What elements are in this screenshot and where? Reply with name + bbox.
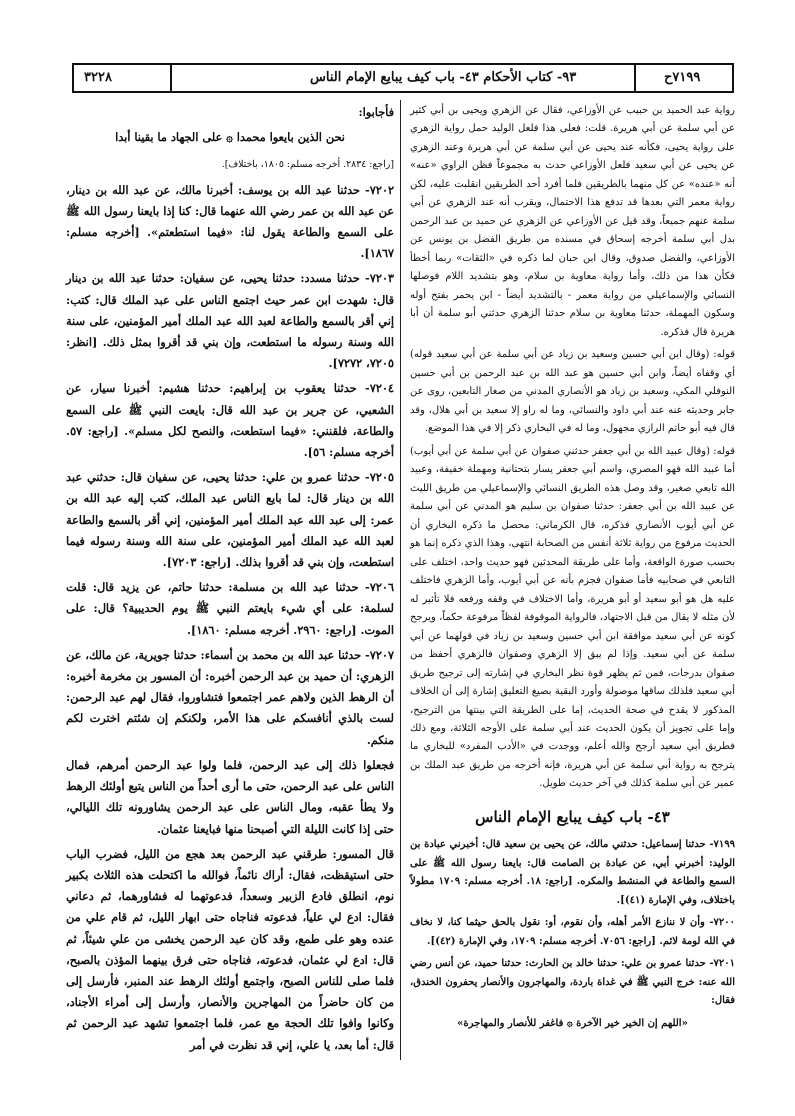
page-header xyxy=(72,63,734,93)
commentary-paragraph: قوله: (وقال عبيد الله بن أبي جعفر حدثني صفوان عن أبي سلمة عن أبي أيوب) أما عبيد الله فهو المصري، واسم أبي جعفر يسار بتحتانية ومهملة خفيفة، وعبيد الله تابعي صغير، وقد وصل هذه الطريق النسائي والإسماعيلي من طريق الليث عن عبيد الله بن أبي جعفر: حدثنا صفوان بن سليم هو المدني عن أبي سلمة عن أبي أيوب الأنصاري فذكره، قال الكرماني: محصل ما ذكره البخاري أن الحديث مرفوع من رواية ثلاثة أنفس من الصحابة انتهى، وهذا الذي ذكره إنما هو بحسب صورة الواقعة، وأما على طريقة المحدثين فهو حديث واحد، اختلف على التابعي في صحابيه فأما صفوان فجزم بأنه عن أبي أيوب، وأما الزهري فاختلف عليه هل هو أبو سعيد أو أبو هريرة، وأما الاختلاف في وقفه ورفعه فلا تأثير له لأن مثله لا يقال من قبل الاجتهاد، فالرواية الموقوفة لفظاً مرفوعة حكماً، ويرجح كونه عن أبي سعيد موافقة ابن أبي حسين وسعيد بن زياد في قولهما عن أبي سلمة عن أبي سعيد. وإذا لم يبق إلا الزهري وصفوان فالزهري أحفظ من صفوان بدرجات، فمن ثم يظهر قوة نظر البخاري في إشارته إلى ترجيح طريق أبي سعيد فلذلك ساقها موصولة وأورد البقية بصيغ التعليق إشارة إلى أن الخلاف المذكور لا يقدح في صحة الحديث، إما على الطريقة التي بينتها من الترجيح، وإما على تجويز أن يكون الحديث عند أبي سلمة على الأوجه الثلاثة، ومع ذلك فطريق أبي سعيد أرجح والله أعلم، ووجدت في «الأدب المفرد» للبخاري ما يترجح به رواية أبي سلمة عن أبي هريرة، فإنه أخرجه من طريق عبد الملك بن عمير عن أبي سلمة كذلك في آخر حديث طويل. xyxy=(410,445,735,790)
intro-text: فأجابوا: xyxy=(358,105,394,119)
hadith-text: ٧١٩٩- حدثنا إسماعيل: حدثني مالك، عن يحيى بن سعيد قال: أخبرني عبادة بن الوليد: أخبرني أبي، عن عبادة بن الصامت قال: بايعنا رسول الله ﷺ على السمع والطاعة في المنشط والمكره. [راجع: ١٨. أخرجه مسلم: ١٧٠٩ مطولاً باختلاف، وفي الإمارة (٤١)]. xyxy=(410,839,735,906)
header-title: ٩٣- كتاب الأحكام ٤٣- باب كيف يبايع الإمام الناس xyxy=(310,70,577,85)
hadith-text: ٧٢٠٠- وأن لا ننازع الأمر أهله، وأن نقوم، أو: نقول بالحق حيثما كنا، لا نخاف في الله لومة لائم. [راجع: ٧٠٥٦. أخرجه مسلم: ١٧٠٩، وفي الإمارة (٤٢)]. xyxy=(410,917,735,947)
hadith-text: فجعلوا ذلك إلى عبد الرحمن، فلما ولوا عبد الرحمن أمرهم، فمال الناس على عبد الرحمن، حتى ما أرى أحداً من الناس يتبع أولئك الرهط ولا يطأ عقبه، ومال الناس على عبد الرحمن يشاورونه تلك الليالي، حتى إذا كانت الليلة التي أصبحنا منها فبايعنا عثمان. xyxy=(66,757,394,836)
reference-note: [راجع: ٢٨٣٤. أخرجه مسلم: ١٨٠٥، باختلاف]. xyxy=(221,159,394,171)
hadith-text: ٧٢٠٧- حدثنا عبد الله بن محمد بن أسماء: حدثنا جويرية، عن مالك، عن الزهري: أن حميد بن عبد الرحمن أخبره: أن المسور بن مخرمة أخبره: أن الرهط الذين ولاهم عمر اجتمعوا فتشاوروا، فقال لهم عبد الرحمن: لست بالذي أنافسكم على هذا الأمر، ولكنكم إن شئتم اخترت لكم منكم. xyxy=(66,647,394,747)
hadith-text: ٧٢٠٤- حدثنا يعقوب بن إبراهيم: حدثنا هشيم: أخبرنا سيار، عن الشعبي، عن جرير بن عبد الله قال: بايعت النبي ﷺ على السمع والطاعة، فلقنني: «فيما استطعت، والنصح لكل مسلم». [راجع: ٥٧. أخرجه مسلم: ٥٦]. xyxy=(66,381,394,460)
header-hadith-number-right: ٧١٩٩ح xyxy=(664,70,701,85)
poem-verse: نحن الذين بايعوا محمدا ۞ على الجهاد ما بقينا أبدا xyxy=(115,130,345,145)
hadith-text: ٧٢٠٢- حدثنا عبد الله بن يوسف: أخبرنا مالك، عن عبد الله بن دينار، عن عبد الله بن عمر رضي الله عنهما قال: كنا إذا بايعنا رسول الله ﷺ على السمع والطاعة يقول لنا: «فيما استطعتم». [أخرجه مسلم: ١٨٦٧]. xyxy=(66,182,394,261)
column-divider xyxy=(400,100,401,1060)
hadith-text: ٧٢٠٣- حدثنا مسدد: حدثنا يحيى، عن سفيان: حدثنا عبد الله بن دينار قال: شهدت ابن عمر حيث اجتمع الناس على عبد الملك قال: كتب: إني أقر بالسمع والطاعة لعبد الله عبد الملك أمير المؤمنين، على سنة الله وسنة رسوله ما استطعت، وإن بني قد أقروا بمثل ذلك. [انظر: ٧٢٠٥، ٧٢٧٢]. xyxy=(66,271,394,371)
hadith-text: ٧٢٠٥- حدثنا عمرو بن علي: حدثنا يحيى، عن سفيان قال: حدثني عبد الله بن دينار قال: لما بايع الناس عبد الملك، كتب إليه عبد الله بن عمر: إلى عبد الله عبد الملك أمير المؤمنين، إني أقر بالسمع والطاعة لعبد الله عبد الملك أمير المؤمنين، على سنة الله وسنة رسوله فيما استطعت، وإن بني قد أقروا بذلك. [راجع: ٧٢٠٣]. xyxy=(66,470,394,570)
poem-verse: «اللهم إن الخير خير الآخرة ۞ فاغفر للأنصار والمهاجرة» xyxy=(457,1017,688,1029)
header-divider-right xyxy=(634,65,636,91)
left-column xyxy=(66,102,394,1060)
header-page-number-left: ٣٢٢٨ xyxy=(84,70,112,85)
header-divider-left xyxy=(170,65,172,91)
right-column xyxy=(410,102,735,1039)
hadith-text: ٧٢٠١- حدثنا عمرو بن علي: حدثنا خالد بن الحارث: حدثنا حميد، عن أنس رضي الله عنه: خرج النبي ﷺ في غداة باردة، والمهاجرون والأنصار يحفرون الخندق، فقال: xyxy=(410,958,735,1007)
commentary-paragraph: قوله: (وقال ابن أبي حسين وسعيد بن زياد عن أبي سلمة عن أبي سعيد قوله) أي وقفاه أيضاً، وابن أبي حسين هو عبد الله بن عبد الرحمن بن أبي حسين النوفلي المكي، وسعيد بن زياد هو الأنصاري المدني من صغار التابعين، روى عن جابر وحديثه عنه عند أبي داود والنسائي، وما له راو إلا سعيد بن أبي هلال، وقد قال فيه أبو حاتم الرازي مجهول، وما له في البخاري ذكر إلا في هذا الموضع. xyxy=(410,349,735,435)
commentary-paragraph: رواية عبد الحميد بن حبيب عن الأوزاعي، فقال عن الزهري ويحيى بن أبي كثير عن أبي سلمة عن أبي هريرة. قلت: فعلى هذا فلعل الوليد حمل رواية الزهري على رواية يحيى، فكأنه عند يحيى عن أبي سلمة عن أبي هريرة وعند الزهري عن يحيى عن أبي سعيد فلعل الأوزاعي حدث به مجموعاً فظن الراوي «عنه» أنه «عنده» عن كل منهما بالطريقين فلما أفرد أحد الطريقين انقلبت عليه، لكن رواية معمر التي بعدها قد تدفع هذا الاحتمال، ويقرب أنه عند الزهري عن أبي سلمة عنهم جميعاً، وقد قيل عن الأوزاعي عن الزهري عن حميد بن عبد الرحمن بدل أبي سلمة أخرجه إسحاق في مسنده من طريق الفضل بن يونس عن الأوزاعي، والفضل صدوق، وقال ابن حبان لما ذكره في «الثقات» ربما أخطأ فكأن هذا من ذلك، وأما رواية معاوية بن سلام، وهو بتشديد اللام فوصلها النسائي والإسماعيلي من رواية معمر - بالتشديد أيضاً - ابن يحمر بفتح أوله وسكون المهملة، حدثنا معاوية بن سلام حدثنا الزهري حدثني أبو سلمة أن أبا هريرة قال فذكره. xyxy=(410,105,735,338)
hadith-text: قال المسور: طرقني عبد الرحمن بعد هجع من الليل، فضرب الباب حتى استيقظت، فقال: أراك نائماً، فوالله ما اكتحلت هذه الثلاث بكبير نوم، انطلق فادع الزبير وسعداً، فدعوتهما له فشاورهما، ثم دعاني فقال: ادع لي علياً، فدعوته فناجاه حتى ابهار الليل، ثم قام علي من عنده وهو على طمع، وقد كان عبد الرحمن يخشى من علي شيئاً، ثم قال: ادع لي عثمان، فدعوته، فناجاه حتى فرق بينهما المؤذن بالصبح، فلما صلى للناس الصبح، واجتمع أولئك الرهط عند المنبر، فأرسل إلى من كان حاضراً من المهاجرين والأنصار، وأرسل إلى أمراء الأجناد، وكانوا وافوا تلك الحجة مع عمر، فلما اجتمعوا تشهد عبد الرحمن ثم قال: أما بعد، يا علي، إني قد نظرت في أمر xyxy=(66,846,394,1052)
hadith-text: ٧٢٠٦- حدثنا عبد الله بن مسلمة: حدثنا حاتم، عن يزيد قال: قلت لسلمة: على أي شيء بايعتم النبي ﷺ يوم الحديبية؟ قال: على الموت. [راجع: ٢٩٦٠. أخرجه مسلم: ١٨٦٠]. xyxy=(66,580,394,637)
chapter-heading: ٤٣- باب كيف يبايع الإمام الناس xyxy=(475,807,670,826)
